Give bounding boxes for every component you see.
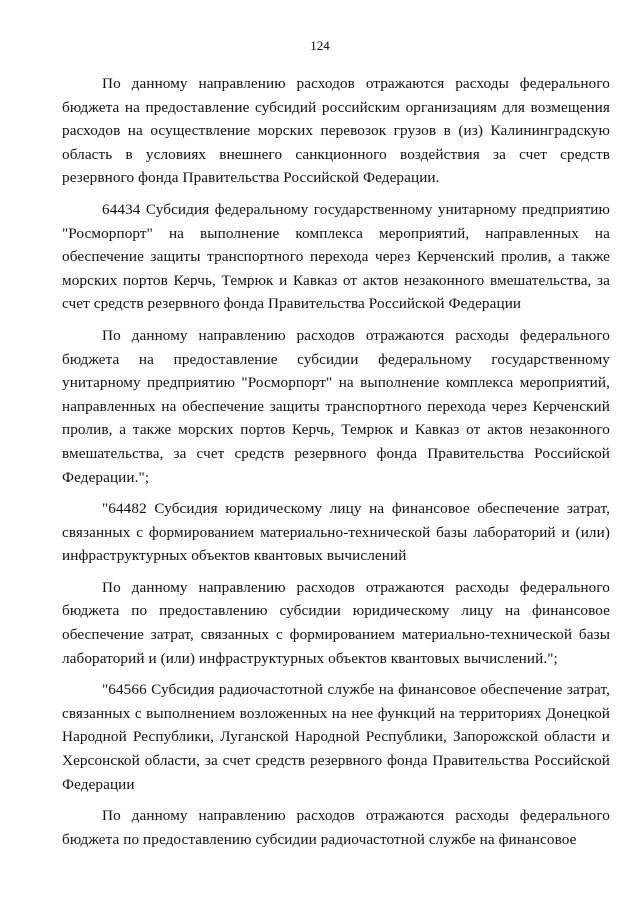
paragraph-radio-service-expenses: По данному направлению расходов отражаются расходы федерального бюджета по предоставлению субсидии радиочастотной службе на финансовое [62,807,610,848]
paragraph-gap [62,489,610,497]
paragraph-rosmorport-expenses: По данному направлению расходов отражаются расходы федерального бюджета на предоставление субсидии федеральному государственному унитарному предприятию "Росморпорт" на выполнение комплекса мероприятий, направленных на обеспечение защиты транспортного перехода через Керченский пролив, а также морских портов Керчь, Темрюк и Кавказ от актов незаконного вмешательства, за счет средств резервного фонда Правительства Российской Федерации."; [62,326,610,486]
page-number: 124 [310,38,330,53]
paragraph-gap [62,190,610,198]
paragraph-gap [62,568,610,576]
paragraph-64482-subsidy-quantum: "64482 Субсидия юридическому лицу на финансовое обеспечение затрат, связанных с формированием материально-технической базы лабораторий и (или) инфраструктурных объектов квантовых вычислений [62,500,610,565]
paragraph-gap [62,670,610,678]
paragraph-64566-subsidy-radio-service: "64566 Субсидия радиочастотной службе на финансовое обеспечение затрат, связанных с выполнением возложенных на нее функций на территориях Донецкой Народной Республики, Луганской Народной Республики, Запорожской области и Херсонской области, за счет средств резервного фонда Правительства Российской Федерации [62,681,610,793]
document-body [62,72,610,851]
paragraph-quantum-expenses: По данному направлению расходов отражаются расходы федерального бюджета по предоставлению субсидии юридическому лицу на финансовое обеспечение затрат, связанных с формированием материально-технической базы лабораторий и (или) инфраструктурных объектов квантовых вычислений."; [62,578,610,667]
paragraph-gap [62,796,610,804]
paragraph-gap [62,316,610,324]
paragraph-64434-subsidy-rosmorport: 64434 Субсидия федеральному государственному унитарному предприятию "Росморпорт" на выполнение комплекса мероприятий, направленных на обеспечение защиты транспортного перехода через Керченский пролив, а также морских портов Керчь, Темрюк и Кавказ от актов незаконного вмешательства, за счет средств резервного фонда Правительства Российской Федерации [62,200,610,313]
paragraph-kaliningrad-transport-expenses: По данному направлению расходов отражаются расходы федерального бюджета на предоставление субсидий российским организациям для возмещения расходов на осуществление морских перевозок грузов в (из) Калининградскую область в условиях внешнего санкционного воздействия за счет средств резервного фонда Правительства Российской Федерации. [62,75,610,187]
